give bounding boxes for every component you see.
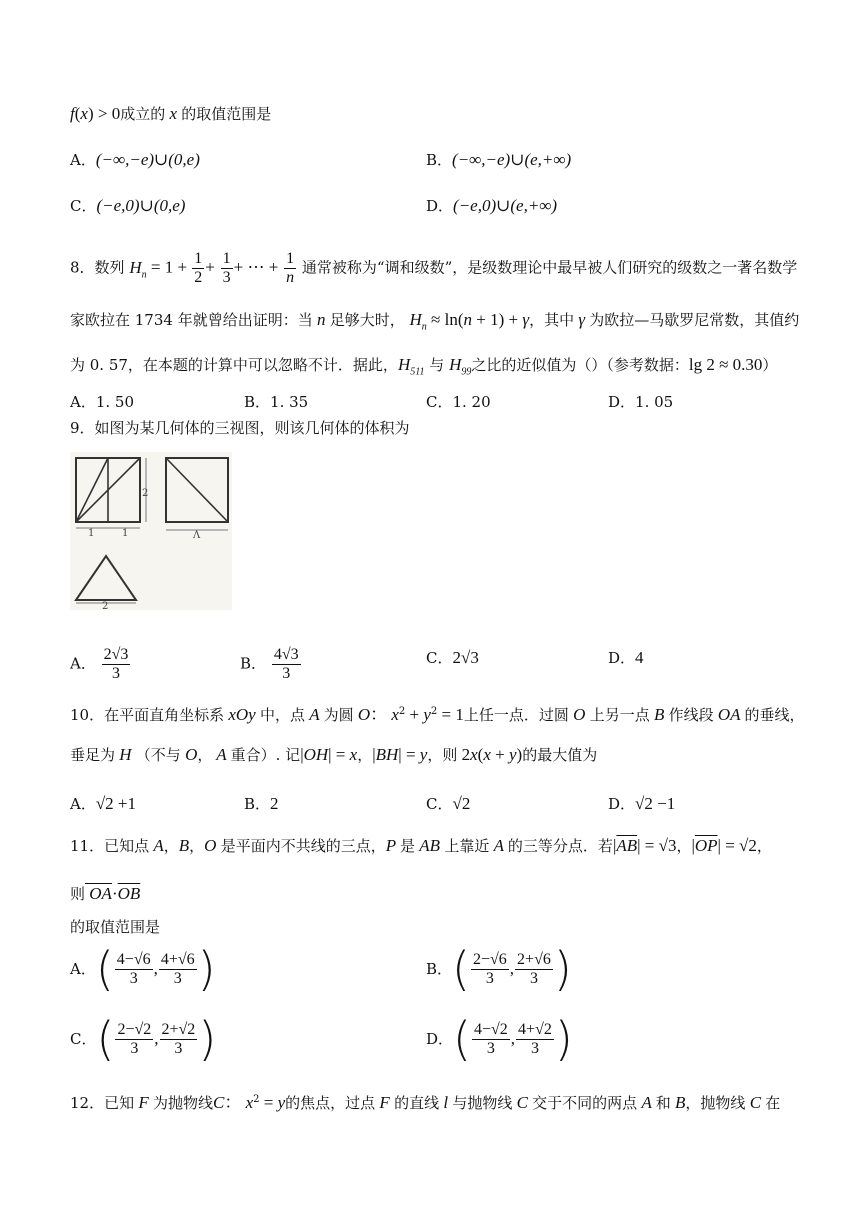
- q11-option-a[interactable]: A． ( $\frac{4-√6}{3}$ , $\frac{4+√6}{3}$ ): [70, 942, 216, 996]
- q10-line2: 垂足为 H （不与 O， A 重合）. 记|OH| = x，|BH| = y，则 2x(x + y)的最大值为: [70, 745, 598, 764]
- fig-label-height: 2: [142, 488, 149, 499]
- option-label: D．: [426, 197, 454, 215]
- q8-line2: 家欧拉在 1734 年就曾给出证明：当 n 足够大时， $H_n \approx \ln(n + 1) + \gamma$，其中 γ 为欧拉—马歇罗尼常数，其值约: [70, 310, 800, 333]
- q8-number: 8．数列: [70, 258, 125, 277]
- q7-option-c[interactable]: [70, 196, 185, 216]
- three-view-figure: [70, 452, 232, 610]
- q8-option-b[interactable]: B．1. 35: [244, 393, 309, 411]
- option-label: B．: [426, 151, 453, 169]
- three-view-drawing: [70, 452, 232, 610]
- q7-stem: f(x) > 0成立的 x 的取值范围是: [70, 104, 272, 123]
- fig-label-b2: 1: [122, 528, 129, 539]
- q8-line1: 8．数列 $H_n = 1$ + $\frac{1}{2}$ + $\frac{1}{3}$ + ⋯ + $\frac{1}{n}$ 通常被称为“调和级数”，是级数理论中最早被人们研究的级数之一著名数学: [70, 250, 798, 286]
- q9-option-d[interactable]: D．4: [608, 648, 644, 667]
- q11-line3: 的取值范围是: [70, 918, 161, 936]
- q7-stem-end: 的取值范围是: [181, 105, 272, 123]
- option-expr: (−∞,−e)∪(e,+∞): [452, 150, 572, 169]
- q12-line1: 12．已知 F 为抛物线C： $x^2 = y$的焦点，过点 F 的直线 l 与抛物线 C 交于不同的两点 A 和 B，抛物线 C 在: [70, 1093, 781, 1112]
- q8-option-d[interactable]: D．1. 05: [608, 393, 674, 411]
- option-label: C．: [70, 197, 97, 215]
- q11-option-b[interactable]: B． ( $\frac{2-√6}{3}$ , $\frac{2+√6}{3}$ ): [426, 942, 572, 996]
- option-expr: (−∞,−e)∪(0,e): [95, 150, 200, 169]
- q9-option-c[interactable]: C．2√3: [426, 648, 479, 667]
- fig-label-b1: 1: [88, 528, 95, 539]
- q8-line3: 为 0. 57，在本题的计算中可以忽略不计．据此，$H_{511}$ 与 $H_{99}$之比的近似值为（）（参考数据：lg 2 ≈ 0.30）: [70, 355, 778, 378]
- q11-option-c[interactable]: C． ( $\frac{2-√2}{3}$ , $\frac{2+√2}{3}$ ): [70, 1012, 217, 1066]
- q8-option-c[interactable]: C．1. 20: [426, 393, 491, 411]
- q11-line1: 11．已知点 A，B，O 是平面内不共线的三点，P 是 AB 上靠近 A 的三等分点．若$|\overline{AB}| = √3$，$|\overline{OP}| = √2$，: [70, 836, 772, 855]
- q10-option-c[interactable]: C．√2: [426, 794, 471, 813]
- q10-option-b[interactable]: B．2: [244, 794, 279, 813]
- option-expr: (−e,0)∪(e,+∞): [453, 196, 558, 215]
- q7-option-a[interactable]: [70, 150, 200, 170]
- q10-option-a[interactable]: A．√2 +1: [70, 794, 137, 813]
- q7-option-b[interactable]: [426, 150, 571, 170]
- q9-option-a[interactable]: A． $\frac{2√3}{3}$: [70, 646, 129, 682]
- q8-option-a[interactable]: A．1. 50: [70, 393, 134, 411]
- option-label: A．: [70, 151, 96, 169]
- q7-stem-text: 成立的: [120, 105, 166, 123]
- fig-label-side: Λ: [193, 530, 201, 541]
- q8-line1-text: 通常被称为“调和级数”，是级数理论中最早被人们研究的级数之一著名数学: [301, 258, 798, 277]
- q10-line1: 10．在平面直角坐标系 xOy 中，点 A 为圆 O： $x^2 + y^2 = 1$上任一点．过圆 O 上另一点 B 作线段 OA 的垂线，: [70, 705, 805, 724]
- q9-stem: 9．如图为某几何体的三视图，则该几何体的体积为: [70, 419, 410, 437]
- option-expr: (−e,0)∪(0,e): [96, 196, 186, 215]
- q11-option-d[interactable]: D． ( $\frac{4-√2}{3}$ , $\frac{4+√2}{3}$ ): [426, 1012, 573, 1066]
- q10-option-d[interactable]: D．√2 −1: [608, 794, 676, 813]
- fig-label-base: 2: [102, 601, 109, 610]
- q9-option-b[interactable]: B． $\frac{4√3}{3}$: [240, 646, 299, 682]
- q11-line2: 则 $OA\cdot\overline{OB}$: [70, 884, 141, 903]
- q7-option-d[interactable]: [426, 196, 557, 216]
